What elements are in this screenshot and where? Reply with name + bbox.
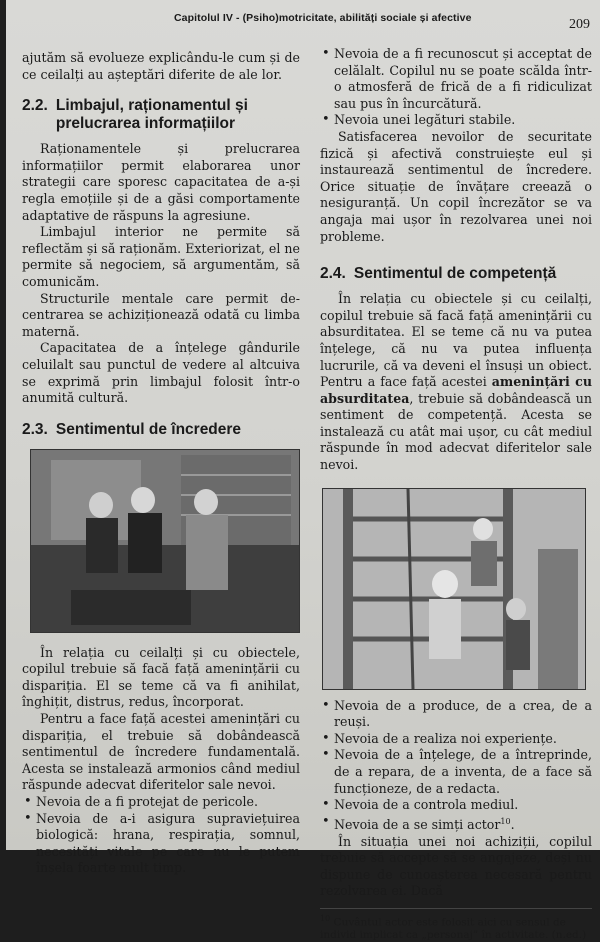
section-2-3-heading: [22, 421, 300, 439]
paragraph: Raționamentele și prelucrarea informațiilor permit elaborarea unor strategii care sporesc capacitatea de a-și regla emoțiile și de a găsi comportamente adaptative de răspuns la agresiune.: [22, 141, 300, 223]
page-number: 209: [569, 17, 590, 32]
paragraph: Satisfacerea nevoilor de securitate fizică și afectivă construiește eul și instaurează sentimentul de încredere. Orice situație de învățare creează o nesiguranță. Un copil încrezător se va angaja mai ușor în rezolvarea unei noi probleme.: [320, 128, 592, 244]
section-number: 2.3.: [22, 420, 48, 438]
paragraph: Structurile mentale care permit de-centrarea se achiziționează odată cu limba maternă.: [22, 290, 300, 339]
list-item: • Nevoia de a produce, de a crea, de a reuși.: [320, 698, 592, 731]
children-climbing-photo: [322, 488, 586, 690]
section-number: 2.4.: [320, 265, 346, 283]
intro-paragraph: ajutăm să evolueze explicându-le cum și de ce ceilalți au așteptări diferite de ale lor.: [22, 50, 300, 82]
section-title: Sentimentul de competență: [353, 265, 557, 283]
footnote-number: 10: [320, 913, 331, 923]
needs-list: [22, 794, 300, 877]
section-title: Limbajul, raționamentul și prelucrarea informațiilor: [55, 97, 248, 133]
bold-phrase: amenințări cu absurditatea: [320, 374, 592, 406]
paragraph: În situația unei noi achiziții, copilul trebuie să accepte să se angajeze, deși nu dispune de cunoașterea necesară pentru rezolvarea ei. Dacă: [320, 833, 592, 899]
list-item: • Nevoia de a se simți actor$^{10}$.: [320, 814, 592, 834]
book-page: [6, 0, 600, 942]
footnote-ref: 10: [500, 816, 511, 826]
section-2-2-heading: [22, 97, 300, 133]
list-item: • Nevoia de a înțelege, de a întreprinde, de a repara, de a inventa, de a face să funcționeze, de a redacta.: [320, 747, 592, 797]
needs-list: [320, 698, 592, 834]
paragraph-text: În relația cu obiectele și cu ceilalți, copilul trebuie să facă față amenințării cu absurditatea. El se teme că nu va putea înțelege, că nu va putea influența lucrurile, că va deveni el însuși un obiect. Pentru a face față acestei: [320, 291, 592, 390]
list-item: • Nevoia de a fi protejat de pericole.: [22, 794, 300, 811]
section-2-4-heading: [320, 265, 592, 283]
list-item-text: Nevoia de a se simți actor: [334, 817, 501, 832]
list-item: • Nevoia de a-i asigura supraviețuirea biologică: hrana, respirația, somnul, necesități vitale pe care nu le putem înșela foarte mult timp.: [22, 811, 300, 877]
running-head: Capitolul IV - (Psiho)motricitate, abilități sociale și afective: [174, 12, 472, 24]
needs-list: [320, 46, 592, 129]
list-item: • Nevoia de a realiza noi experiențe.: [320, 731, 592, 748]
paragraph: [320, 291, 592, 474]
section-title: Sentimentul de încredere: [55, 420, 242, 438]
paragraph-text: , trebuie să dobândească un sentiment de competență. Acesta se instalează cu atât mai ușor, cu cât mediul răspunde în mod adecvat diferitelor sale nevoi.: [320, 390, 592, 473]
footnote: [320, 908, 592, 942]
paragraph: Pentru a face față acestei amenințări cu dispariția, el trebuie să dobândească sentimentul de încredere fundamentală. Acesta se instalează armonios când mediul răspunde adecvat diferitelor sale nevoi.: [22, 711, 300, 793]
footnote-text: Cuvântul actor este folosit aici cu sensul de individ implicat ca „personaj” în activitate. (n.ed.): [320, 916, 587, 942]
left-column: [22, 50, 300, 877]
paragraph: Capacitatea de a înțelege gândurile celuilalt sau punctul de vedere al altcuiva se exprimă prin limbajul folosit într-o anumită cultură.: [22, 340, 300, 406]
right-column: [320, 46, 592, 942]
paragraph: Limbajul interior ne permite să reflectăm și să raționăm. Exteriorizat, el ne permite să negociem, să argumentăm, să comunicăm.: [22, 224, 300, 289]
section-number: 2.2.: [22, 97, 48, 115]
list-item: • Nevoia de a fi recunoscut și acceptat de celălalt. Copilul nu se poate scălda într-o atmosferă de frică de a fi ridiculizat sau pus în încurcătură.: [320, 46, 592, 112]
children-gym-photo: [30, 449, 300, 633]
list-item: • Nevoia unei legături stabile.: [320, 112, 592, 129]
paragraph: În relația cu ceilalți și cu obiectele, copilul trebuie să facă față amenințării cu dispariția. El se teme că va fi anihilat, înghițit, distrus, redus, încorporat.: [22, 644, 300, 710]
list-item: • Nevoia de a controla mediul.: [320, 797, 592, 814]
